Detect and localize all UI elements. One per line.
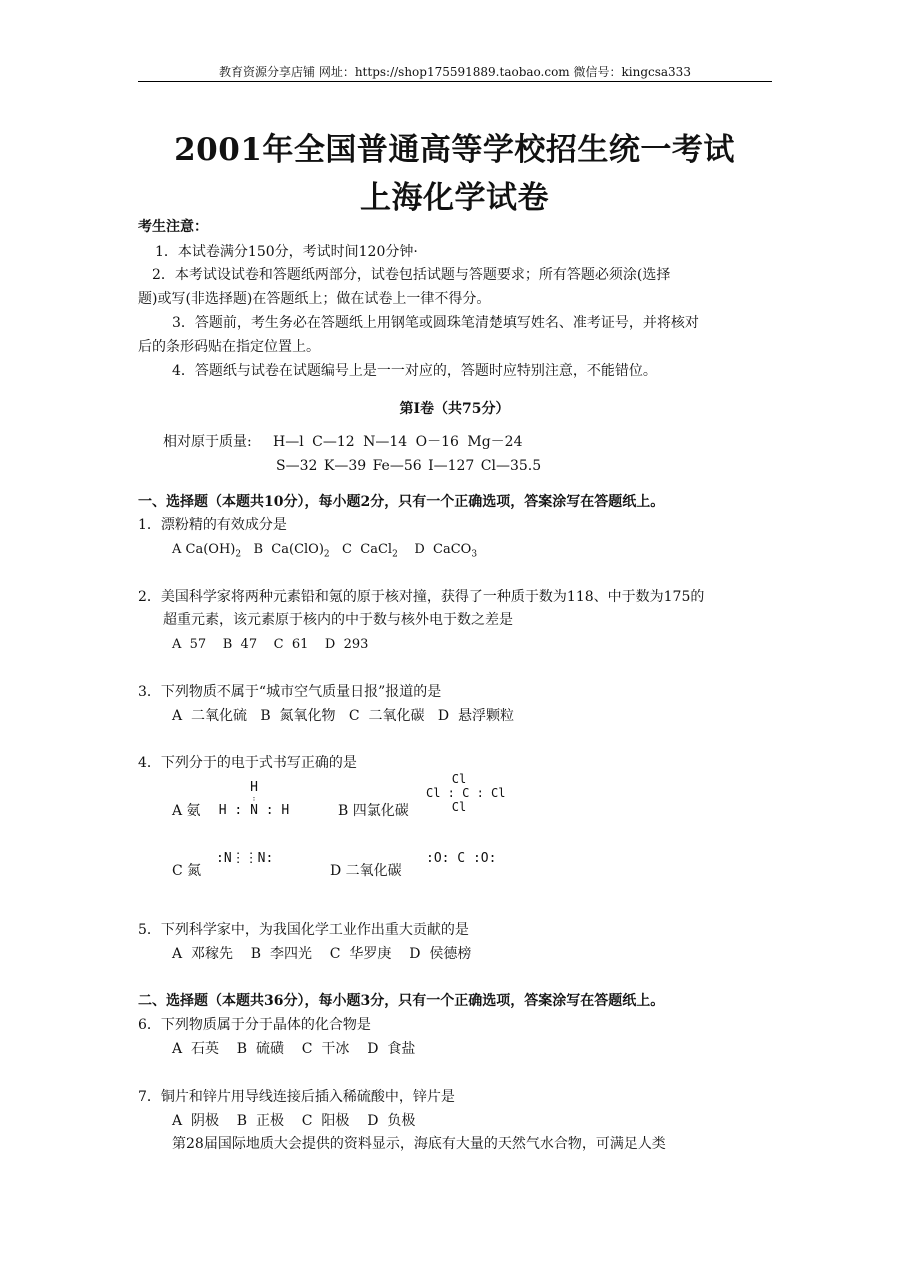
header-rule — [138, 81, 772, 82]
notice-item-3-cont: 后的条形码贴在指定位置上。 — [138, 339, 320, 355]
q6-options: A 石英 B 硫磺 C 干冰 D 食盐 — [172, 1041, 416, 1057]
notice-item-2: 2．本考试设试卷和答题纸两部分，试卷包括试题与答题要求；所有答题必须涂(选择 — [152, 267, 671, 283]
n2-electron-formula: :N⋮⋮N: — [216, 851, 274, 866]
q4-option-a: A 氨 — [172, 803, 201, 819]
q4-option-b: B 四氯化碳 — [338, 803, 409, 819]
co2-electron-formula: :O: C :O: — [426, 851, 497, 866]
section2-heading: 二、选择题（本题共36分），每小题3分，只有一个正确选项，答案涂写在答题纸上。 — [138, 993, 665, 1009]
atomic-mass-row2: S—32 K—39 Fe—56 I—127 Cl—35.5 — [276, 458, 542, 474]
notice-item-3: 3．答题前，考生务必在答题纸上用钢笔或圆珠笔清楚填写姓名、准考证号，并将核对 — [172, 315, 699, 331]
notice-item-1: 1．本试卷满分150分，考试时间120分钟· — [155, 244, 418, 260]
q1-options: A $Ca(OH)_2$ B $Ca(ClO)_2$ C CaCl$_2$ D CaCO$_3$ — [172, 542, 478, 560]
exam-title: 2001年全国普通高等学校招生统一考试 — [174, 132, 735, 168]
ccl4-electron-formula: Cl Cl : C : Cl Cl — [426, 772, 506, 814]
ammonia-electron-formula: H ∶ H : N : H — [218, 780, 290, 818]
passage-line: 第28届国际地质大会提供的资料显示，海底有大量的天然气水合物，可满足人类 — [172, 1136, 666, 1152]
q2-stem: 2．美国科学家将两种元素铅和氪的原于核对撞，获得了一种质于数为118、中于数为175的 — [138, 589, 705, 605]
q5-options: A 邓稼先 B 李四光 C 华罗庚 D 侯德榜 — [172, 946, 472, 962]
q7-stem: 7．铜片和锌片用导线连接后插入稀硫酸中，锌片是 — [138, 1089, 455, 1105]
q4-option-d: D 二氧化碳 — [330, 863, 402, 879]
q3-stem: 3．下列物质不属于“城市空气质量日报”报道的是 — [138, 684, 442, 700]
q1-stem: 1．漂粉精的有效成分是 — [138, 517, 287, 533]
q6-stem: 6．下列物质属于分于晶体的化合物是 — [138, 1017, 371, 1033]
q7-options: A 阴极 B 正极 C 阳极 D 负极 — [172, 1113, 416, 1129]
q3-options: A 二氧化硫 B 氮氧化物 C 二氧化碳 D 悬浮颗粒 — [172, 708, 514, 724]
page-header: 教育资源分享店铺 网址：https://shop175591889.taobao.com 微信号：kingcsa333 — [219, 65, 691, 79]
volume-title: 第Ⅰ卷（共75分） — [399, 401, 510, 417]
q4-stem: 4．下列分于的电于式书写正确的是 — [138, 755, 357, 771]
section1-heading: 一、选择题（本题共10分），每小题2分，只有一个正确选项，答案涂写在答题纸上。 — [138, 494, 665, 510]
q4-option-c: C 氮 — [172, 863, 202, 879]
q2-stem-cont: 超重元素，该元素原于核内的中于数与核外电于数之差是 — [163, 612, 513, 628]
notice-heading: 考生注意： — [138, 219, 208, 235]
q2-options: A 57 B 47 C 61 D 293 — [172, 637, 369, 652]
notice-item-4: 4．答题纸与试卷在试题编号上是一一对应的，答题时应特别注意，不能错位。 — [172, 363, 657, 379]
notice-item-2-cont: 题)或写(非选择题)在答题纸上；做在试卷上一律不得分。 — [138, 291, 491, 307]
q5-stem: 5．下列科学家中，为我国化学工业作出重大贡献的是 — [138, 922, 469, 938]
atomic-mass-row1: H—l C—12 N—14 O－16 Mg－24 — [273, 434, 523, 450]
exam-subtitle: 上海化学试卷 — [360, 180, 549, 216]
atomic-mass-label: 相对原于质量: — [163, 434, 252, 450]
